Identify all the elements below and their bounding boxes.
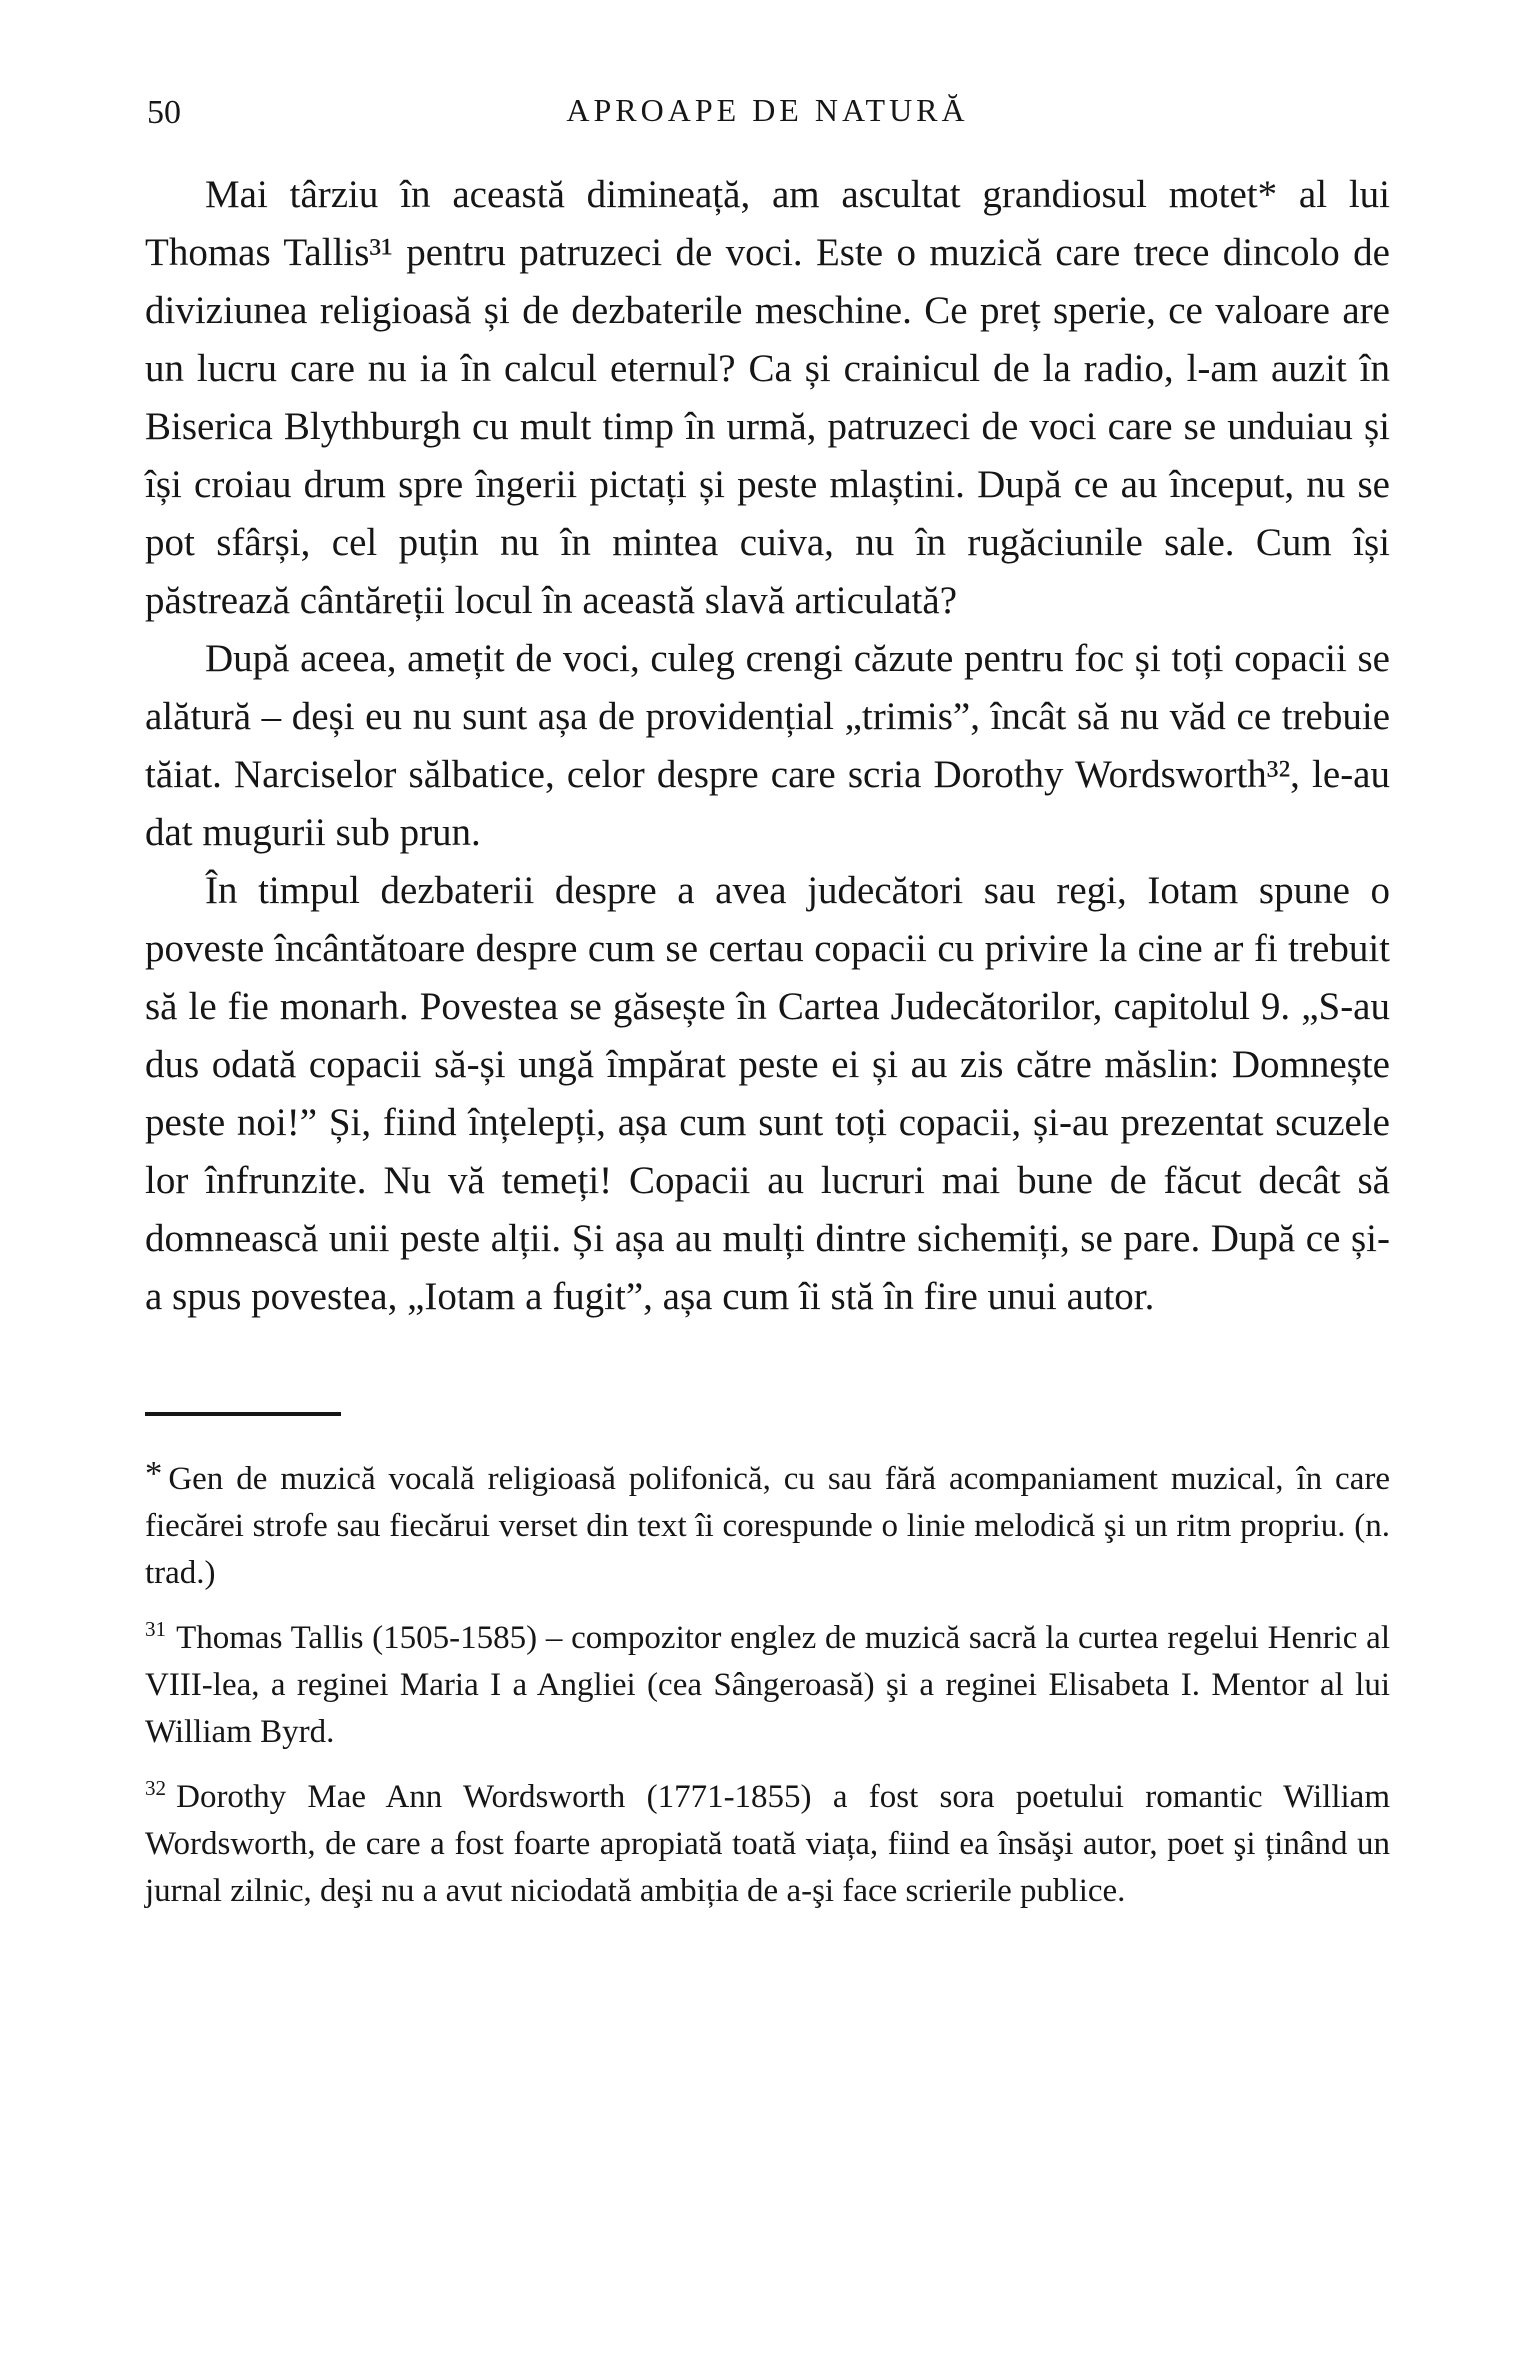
footnote-asterisk (145, 1456, 1390, 1597)
footnotes-section (145, 1456, 1390, 1915)
footnote-text-32: Dorothy Mae Ann Wordsworth (1771-1855) a fost sora poetului romantic William Wordsworth, de care a fost foarte apropiată toată viața, fiind ea însăşi autor, poet şi ținând un jurnal zilnic, deşi nu a avut niciodată ambiția de a-şi face scrierile publice. (145, 1779, 1390, 1909)
footnote-separator-rule (145, 1412, 341, 1416)
footnote-text-asterisk: Gen de muzică vocală religioasă polifonică, cu sau fără acompaniament muzical, în care fiecărei strofe sau fiecărui verset din text îi corespunde o linie melodică şi un ritm propriu. (n. trad.) (145, 1461, 1390, 1591)
page-number: 50 (147, 94, 181, 131)
running-title: APROAPE DE NATURĂ (566, 92, 969, 128)
footnote-marker-32: 32 (145, 1776, 167, 1800)
body-text (145, 166, 1390, 1326)
footnote-32 (145, 1774, 1390, 1915)
paragraph-jotham: În timpul dezbaterii despre a avea judecători sau regi, Iotam spune o poveste încântătoare despre cum se certau copacii cu privire la cine ar fi trebuit să le fie monarh. Povestea se găsește în Cartea Judecătorilor, capitolul 9. „S-au dus odată copacii să-și ungă împărat peste ei și au zis către măslin: Domnește peste noi!” Și, fiind înțelepți, așa cum sunt toți copacii, și-au prezentat scuzele lor înfrunzite. Nu vă temeți! Copacii au lucruri mai bune de făcut decât să domnească unii peste alții. Și așa au mulți dintre sichemiți, se pare. După ce și-a spus povestea, „Iotam a fugit”, așa cum îi stă în fire unui autor. (145, 869, 1390, 1318)
footnote-marker-31: 31 (145, 1617, 167, 1641)
paragraph-motet: Mai târziu în această dimineață, am ascultat grandiosul motet* al lui Thomas Tallis³¹ pentru patruzeci de voci. Este o muzică care trece dincolo de diviziunea religioasă și de dezbaterile meschine. Ce preț sperie, ce valoare are un lucru care nu ia în calcul eternul? Ca și crainicul de la radio, l-am auzit în Biserica Blythburgh cu mult timp în urmă, patruzeci de voci care se unduiau și își croiau drum spre îngerii pictați și peste mlaștini. După ce au început, nu se pot sfârși, cel puțin nu în mintea cuiva, nu în rugăciunile sale. Cum își păstrează cântăreții locul în această slavă articulată? (145, 173, 1390, 622)
footnote-text-31: Thomas Tallis (1505-1585) – compozitor englez de muzică sacră la curtea regelui Henric al VIII-lea, a reginei Maria I a Angliei (cea Sângeroasă) şi a reginei Elisabeta I. Mentor al lui William Byrd. (145, 1620, 1390, 1750)
footnote-31 (145, 1615, 1390, 1756)
footnote-marker-asterisk: * (145, 1454, 163, 1493)
paragraph-daffodils: După aceea, amețit de voci, culeg crengi căzute pentru foc și toți copacii se alătură – deși eu nu sunt așa de providențial „trimis”, încât să nu văd ce trebuie tăiat. Narciselor sălbatice, celor despre care scria Dorothy Wordsworth³², le-au dat mugurii sub prun. (145, 637, 1390, 854)
page-header (145, 92, 1390, 138)
